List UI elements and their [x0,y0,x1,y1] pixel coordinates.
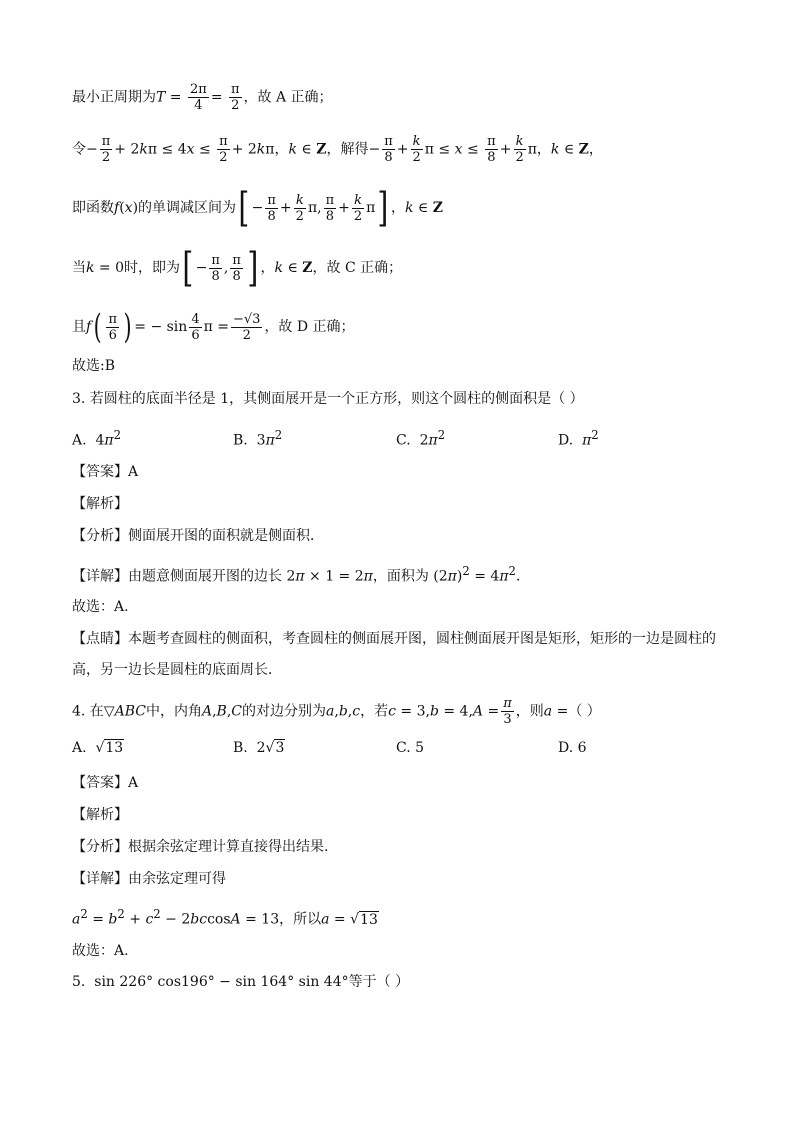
text: ，故 A 正确； [243,89,333,106]
q4-formula: $a^2 = b^2 + c^2 - 2bccosA = 13$，所以a = √13 [72,907,378,928]
q4-option-d: D. 6 [558,740,587,756]
q4-xiangjie: 【详解】由余弦定理可得 [72,871,226,887]
q5-stem: 5. sin 226° cos196° − sin 164° sin 44°等于（ ） [72,974,410,990]
text: ， [274,141,289,158]
q3-option-c: C. $2\pi^2$ [396,428,446,449]
text: ， [390,200,405,216]
q4-fenxi: 【分析】根据余弦定理计算直接得出结果. [72,839,329,855]
q4-option-b: B. 2√3 [233,740,285,756]
text: 时，即为 [124,260,181,276]
q4-choose: 故选：A. [72,943,129,959]
text: 的单调减区间为 [138,200,237,216]
q3-option-b: B. $3\pi^2$ [233,428,283,449]
q3-dianjing-cont: 高，另一边长是圆柱的底面周长． [72,662,282,678]
q3-choose: 故选：A. [72,599,129,615]
q3-option-d: D. $\pi^2$ [558,428,599,449]
text: ， [260,260,275,276]
q3-xiangjie: 【详解】由题意侧面展开图的边长 2π × 1 = 2π，面积为 $(2\pi)^2 = 4\pi^2$． [72,564,530,585]
q3-option-a: A. $4\pi^2$ [72,428,121,449]
line-min-period: 最小正周期为T = $\frac{2\pi}{4}$ = $\frac{\pi}{2}$ ，故 A 正确； [72,82,333,113]
q3-stem: 3. 若圆柱的底面半径是 1，其侧面展开是一个正方形，则这个圆柱的侧面积是（ ） [72,391,584,407]
text: ，故 D 正确； [264,319,355,335]
q4-answer: 【答案】A [72,775,139,791]
q4-analysis-tag: 【解析】 [72,807,128,823]
q4-stem: 4. 在▽ABC中，内角A,B,C的对边分别为a,b,c，若c = 3,b = 4,A = $\frac{\pi}{3}$ ，则a =（ ） [72,696,601,727]
q4-option-c: C. 5 [396,740,425,756]
line-inequality: 令− $\frac{\pi}{2}$ + 2kπ ≤ 4x ≤ $\frac{\pi}{2}$ + 2kπ，k ∈ Z，解得− $\frac{\pi}{8}$ + $\frac{k}{2}$ π ≤ x ≤ $\frac{\pi}{8}$ + $\frac{k}{2}$ π，k ∈ Z， [72,134,603,165]
q3-analysis-tag: 【解析】 [72,496,128,512]
line-choose-b: 故选:B [72,358,116,374]
text: 即函数 [72,200,114,216]
text: 最小正周期为 [72,89,156,106]
line-decreasing-interval: 即函数f(x)的单调减区间为[ − $\frac{\pi}{8}$ + $\frac{k}{2}$ π, $\frac{\pi}{8}$ + $\frac{k}{2}$ π] ，k ∈ Z [72,185,443,231]
q3-answer: 【答案】A [72,464,139,480]
text: ， [588,141,603,158]
q4-option-a: A. √13 [72,740,124,756]
text: ，故 C 正确； [312,260,403,276]
text: ，解得 [326,141,369,158]
fraction: $\frac{2\pi}{4}$ [189,82,207,113]
fraction: $\frac{\pi}{2}$ [231,82,240,113]
q3-dianjing: 【点睛】本题考查圆柱的侧面积，考查圆柱的侧面展开图，圆柱侧面展开图是矩形，矩形的一边是圆柱的 [72,631,716,647]
text: 当 [72,260,86,276]
line-k-zero: 当k = 0时，即为[ − $\frac{\pi}{8}$ , $\frac{\pi}{8}$ ] ，k ∈ Z，故 C 正确； [72,245,403,291]
q3-fenxi: 【分析】侧面展开图的面积就是侧面积． [72,528,324,544]
line-f-pi-6: 且f( $\frac{\pi}{6}$ ) = − sin $\frac{4}{6}$ π = $\frac{-√3}{2}$ ，故 D 正确； [72,307,355,347]
text: 令 [72,141,86,158]
text: 且 [72,319,86,335]
text: ， [536,141,551,158]
